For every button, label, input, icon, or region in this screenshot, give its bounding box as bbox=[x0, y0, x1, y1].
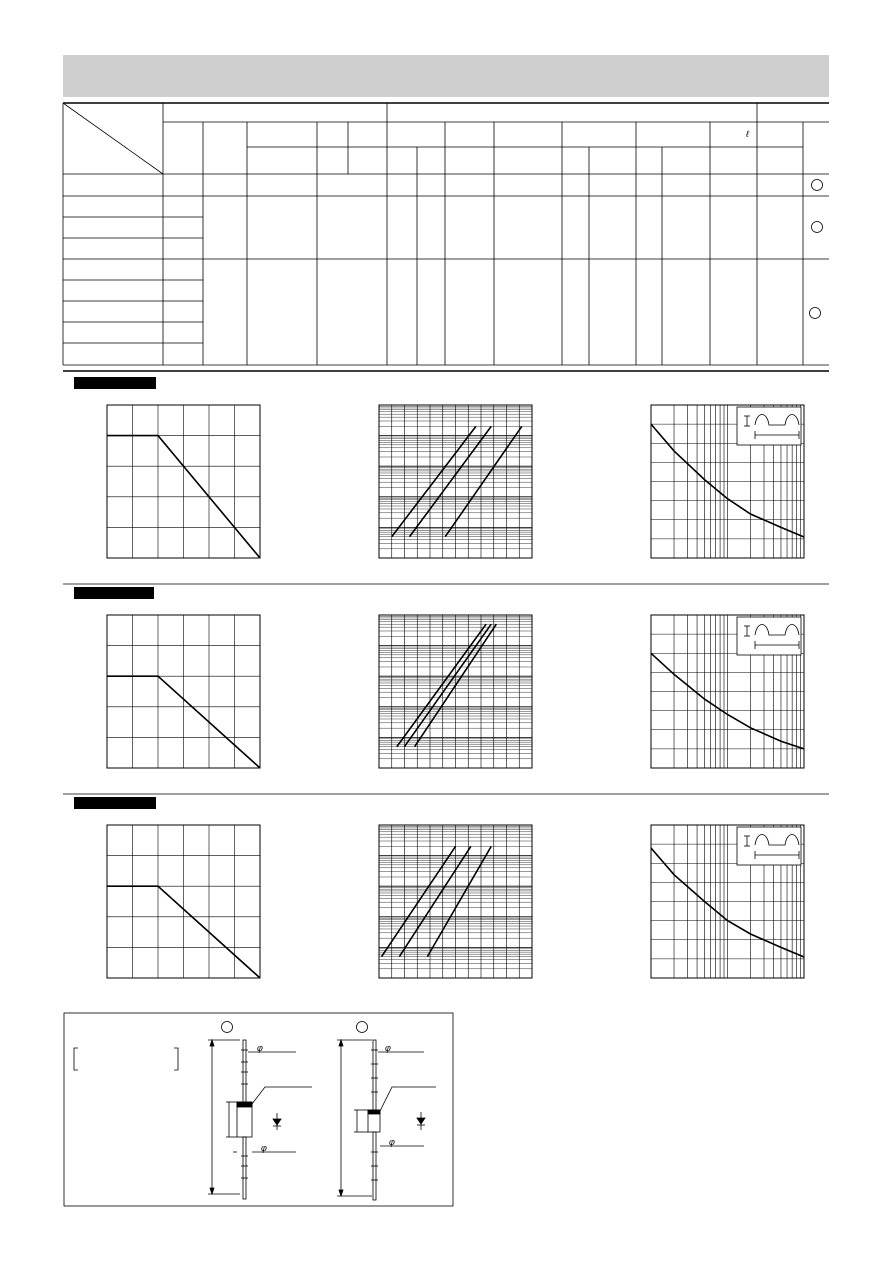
package-drawing-box bbox=[64, 1013, 453, 1206]
outline-a-body-dia-glyph: φ bbox=[261, 1143, 267, 1153]
section-1-title bbox=[74, 377, 156, 389]
outline-a-lead-dia-glyph: φ bbox=[257, 1043, 263, 1053]
chart-2-surge bbox=[651, 615, 804, 768]
chart-series-line-3 bbox=[445, 426, 522, 536]
chart-grid bbox=[107, 825, 260, 978]
waveform-inset bbox=[737, 407, 801, 445]
section-2-title bbox=[74, 587, 154, 599]
section-3-title bbox=[74, 797, 156, 809]
chart-3-surge bbox=[651, 825, 804, 978]
outline-mark-3 bbox=[810, 308, 821, 319]
chart-1-surge bbox=[651, 405, 804, 558]
waveform-inset bbox=[737, 617, 801, 655]
chart-1-derating bbox=[107, 405, 260, 558]
chart-grid bbox=[107, 405, 260, 558]
outline-mark-1 bbox=[812, 180, 823, 191]
outline-b-body-dia-glyph: φ bbox=[389, 1137, 395, 1147]
chart-grid bbox=[379, 615, 532, 768]
chart-series-line-2 bbox=[410, 426, 492, 536]
chart-series-line-1 bbox=[382, 846, 456, 956]
chart-3-forward bbox=[379, 825, 532, 978]
script-l-glyph: ℓ bbox=[746, 129, 749, 139]
waveform-inset bbox=[737, 827, 801, 865]
chart-grid bbox=[379, 405, 532, 558]
chart-2-forward bbox=[379, 615, 532, 768]
package-note-bracket bbox=[74, 1048, 178, 1070]
chart-grid bbox=[379, 825, 532, 978]
outline-b-lead-dia-glyph: φ bbox=[385, 1043, 391, 1053]
chart-2-derating bbox=[107, 615, 260, 768]
chart-1-forward bbox=[379, 405, 532, 558]
spec-table bbox=[63, 103, 829, 371]
chart-3-derating bbox=[107, 825, 260, 978]
chart-grid bbox=[107, 615, 260, 768]
outline-mark-2 bbox=[812, 222, 823, 233]
